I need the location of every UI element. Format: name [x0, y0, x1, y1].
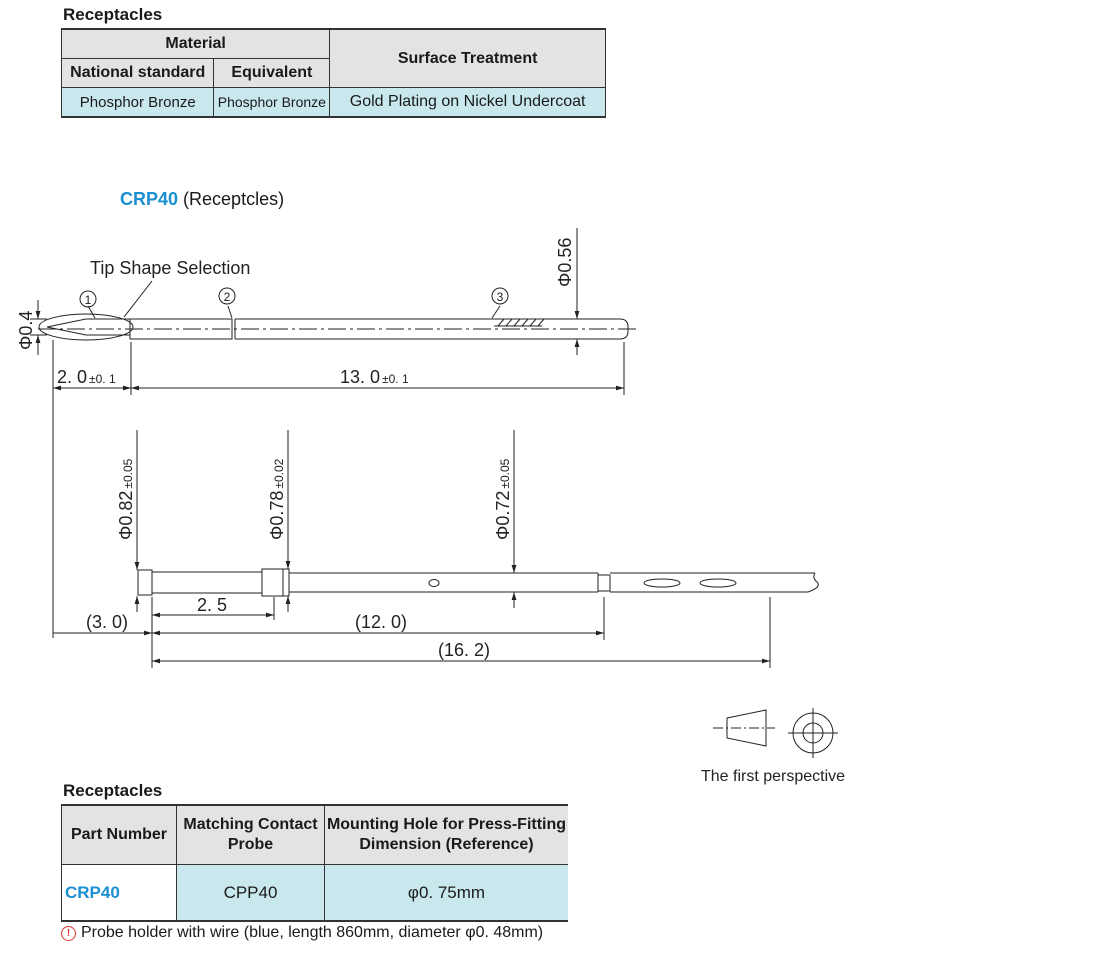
technical-drawing [0, 220, 1100, 800]
national-standard-value: Phosphor Bronze [62, 88, 214, 118]
equivalent-value: Phosphor Bronze [214, 88, 330, 118]
tip-shape-label: Tip Shape Selection [90, 258, 251, 278]
dia-c-label [493, 458, 513, 540]
dia-b-tol: ±0.02 [272, 458, 286, 489]
dia-c-value: Φ0.72 [493, 490, 513, 540]
warning-icon: ! [61, 926, 76, 941]
footnote-text: Probe holder with wire (blue, length 860mm, diameter φ0. 48mm) [81, 924, 544, 941]
receptacle-lower-view [138, 569, 818, 596]
receptacle-upper-view [38, 281, 640, 340]
dim-tip-tol: ±0. 1 [89, 372, 116, 386]
dim-25-label: 2. 5 [197, 595, 228, 615]
mounting-hole-value: φ0. 75mm [325, 865, 569, 922]
dia-c-tol: ±0.05 [498, 458, 512, 489]
dim-tip-value: 2. 0 [57, 367, 88, 387]
national-standard-header: National standard [62, 59, 214, 88]
table2-title: Receptacles [63, 781, 163, 800]
footnote [61, 924, 543, 942]
callout-1-label: 1 [84, 293, 92, 307]
table1-title: Receptacles [63, 5, 163, 24]
dia-a-label [116, 458, 136, 540]
material-header: Material [62, 29, 330, 59]
drawing-part-desc: (Receptcles) [183, 189, 285, 209]
surface-treatment-value: Gold Plating on Nickel Undercoat [330, 88, 606, 118]
dia-body-label: Φ0.56 [555, 237, 575, 287]
matching-probe-header: Matching Contact Probe [177, 805, 325, 865]
dia-b-label [267, 458, 287, 540]
mounting-hole-header: Mounting Hole for Press-Fitting Dimension (Reference) [325, 805, 569, 865]
part-number-header: Part Number [62, 805, 177, 865]
dim-162-label: (16. 2) [438, 640, 491, 660]
part-number-value: CRP40 [62, 865, 177, 922]
material-table [61, 28, 606, 118]
callout-2-label: 2 [223, 290, 231, 304]
dim-3-label: (3. 0) [86, 612, 129, 632]
dim-body-tol: ±0. 1 [382, 372, 409, 386]
dia-a-value: Φ0.82 [116, 490, 136, 540]
dim-body-length [340, 367, 409, 387]
equivalent-header: Equivalent [214, 59, 330, 88]
drawing-part-code: CRP40 [120, 189, 179, 209]
surface-treatment-header: Surface Treatment [330, 29, 606, 88]
dim-tip-length [57, 367, 116, 387]
dim-12-label: (12. 0) [355, 612, 408, 632]
dia-tip-label: Φ0.4 [16, 310, 36, 350]
first-perspective-icon [713, 708, 838, 758]
dia-b-value: Φ0.78 [267, 490, 287, 540]
dia-a-tol: ±0.05 [121, 458, 135, 489]
receptacle-table [61, 804, 568, 922]
drawing-title [120, 189, 284, 210]
dim-body-value: 13. 0 [340, 367, 381, 387]
matching-probe-value: CPP40 [177, 865, 325, 922]
perspective-label: The first perspective [701, 768, 846, 785]
callout-3-label: 3 [496, 290, 504, 304]
